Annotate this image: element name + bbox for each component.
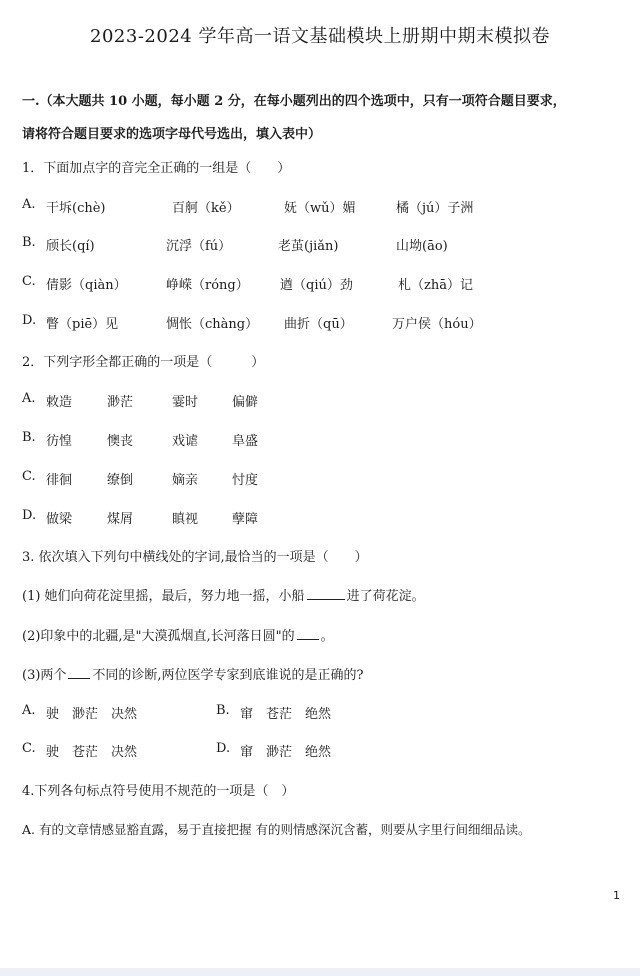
q1-option-item: 遒（qiú）劲 xyxy=(280,278,353,293)
q3-stem: 3. 依次填入下列句中横线处的字词,最恰当的一项是（ ） xyxy=(22,550,368,565)
q2-option-label: B. xyxy=(22,430,36,445)
q2-option-item: 偏僻 xyxy=(232,395,259,410)
q3-sentence-2 xyxy=(22,625,334,644)
q2-option-item: 敕造 xyxy=(46,395,73,410)
q3-sentence-1-text-a: (1) 她们向荷花淀里摇，最后，努力地一摇，小船 xyxy=(22,589,305,604)
q3-sentence-2-text-b: 。 xyxy=(320,629,334,644)
q3-option-label: C. xyxy=(22,741,36,756)
q2-option-item: 瞋视 xyxy=(172,512,199,527)
section-instruction-line2: 请将符合题目要求的选项字母代号选出，填入表中） xyxy=(22,127,322,142)
q2-option-label: C. xyxy=(22,469,36,484)
q2-option-item: 彷惶 xyxy=(46,434,73,449)
q1-stem: 1．下面加点字的音完全正确的一组是（ ） xyxy=(22,161,291,176)
q3-option-text: 窜 苍茫 绝然 xyxy=(240,707,332,722)
fill-blank[interactable] xyxy=(297,627,319,640)
q1-option-item: 惆怅（chàng） xyxy=(166,317,259,332)
q1-option-item: 峥嵘（róng） xyxy=(166,278,249,293)
page-number: 1 xyxy=(613,889,620,902)
q1-option-item: 山坳(āo) xyxy=(396,239,448,254)
q1-option-item: 老茧(jiǎn) xyxy=(278,239,339,254)
q2-option-item: 煤屑 xyxy=(107,512,134,527)
fill-blank[interactable] xyxy=(307,587,345,600)
q2-stem: 2．下列字形全都正确的一项是（ ） xyxy=(22,355,265,370)
q3-option-label: B. xyxy=(216,703,230,718)
q1-option-item: 倩影（qiàn） xyxy=(46,278,127,293)
q3-option-label: D. xyxy=(216,741,231,756)
q1-option-label: A. xyxy=(22,197,36,212)
q2-option-label: A. xyxy=(22,391,36,406)
q1-option-label: D. xyxy=(22,313,37,328)
q2-option-item: 做梁 xyxy=(46,512,73,527)
page-title: 2023-2024 学年高一语文基础模块上册期中期末模拟卷 xyxy=(90,26,550,47)
q2-option-item: 徘徊 xyxy=(46,473,73,488)
q4-stem: 4.下列各句标点符号使用不规范的一项是（ ） xyxy=(22,784,295,799)
q2-option-item: 孽障 xyxy=(232,512,259,527)
q2-option-item: 懊丧 xyxy=(107,434,134,449)
q1-option-item: 曲折（qū） xyxy=(284,317,353,332)
section-instruction-line1: 一.（本大题共 10 小题，每小题 2 分，在每小题列出的四个选项中，只有一项符合题目要求， xyxy=(22,94,566,109)
q1-option-item: 百舸（kě） xyxy=(172,201,240,216)
q3-option-text: 驶 渺茫 决然 xyxy=(46,707,138,722)
q1-option-label: B. xyxy=(22,235,36,250)
q2-option-item: 渺茫 xyxy=(107,395,134,410)
q1-option-item: 颀长(qí) xyxy=(46,239,95,254)
q2-option-item: 嫡亲 xyxy=(172,473,199,488)
q1-option-item: 干坼(chè) xyxy=(46,201,106,216)
q1-option-label: C. xyxy=(22,274,36,289)
q3-sentence-1 xyxy=(22,585,425,604)
q2-option-label: D. xyxy=(22,508,37,523)
q1-option-item: 橘（jú）子洲 xyxy=(396,201,474,216)
q1-option-item: 札（zhā）记 xyxy=(398,278,473,293)
fill-blank[interactable] xyxy=(68,666,90,679)
q2-option-item: 戏谑 xyxy=(172,434,199,449)
q3-sentence-3-text-b: 不同的诊断,两位医学专家到底谁说的是正确的? xyxy=(92,668,364,683)
page-footer-band xyxy=(0,968,640,976)
q3-sentence-3 xyxy=(22,664,364,683)
q2-option-item: 阜盛 xyxy=(232,434,259,449)
q2-option-item: 缭倒 xyxy=(107,473,134,488)
q1-option-item: 瞥（piē）见 xyxy=(46,317,119,332)
q1-option-item: 万户侯（hóu） xyxy=(392,317,482,332)
q4-option-a[interactable]: A. 有的文章情感显豁直露，易于直接把握 有的则情感深沉含蓄，则要从字里行间细细品读。 xyxy=(22,822,531,837)
q3-option-label: A. xyxy=(22,703,36,718)
q1-option-item: 妩（wǔ）媚 xyxy=(284,201,356,216)
q2-option-item: 忖度 xyxy=(232,473,259,488)
q3-option-text: 窜 渺茫 绝然 xyxy=(240,745,332,760)
q3-option-text: 驶 苍茫 决然 xyxy=(46,745,138,760)
q3-sentence-2-text-a: (2)印象中的北疆,是"大漠孤烟直,长河落日圆"的 xyxy=(22,629,295,644)
q1-option-item: 沉浮（fú） xyxy=(166,239,232,254)
q3-sentence-1-text-b: 进了荷花淀。 xyxy=(346,589,425,604)
q3-sentence-3-text-a: (3)两个 xyxy=(22,668,67,683)
q2-option-item: 霎时 xyxy=(172,395,199,410)
